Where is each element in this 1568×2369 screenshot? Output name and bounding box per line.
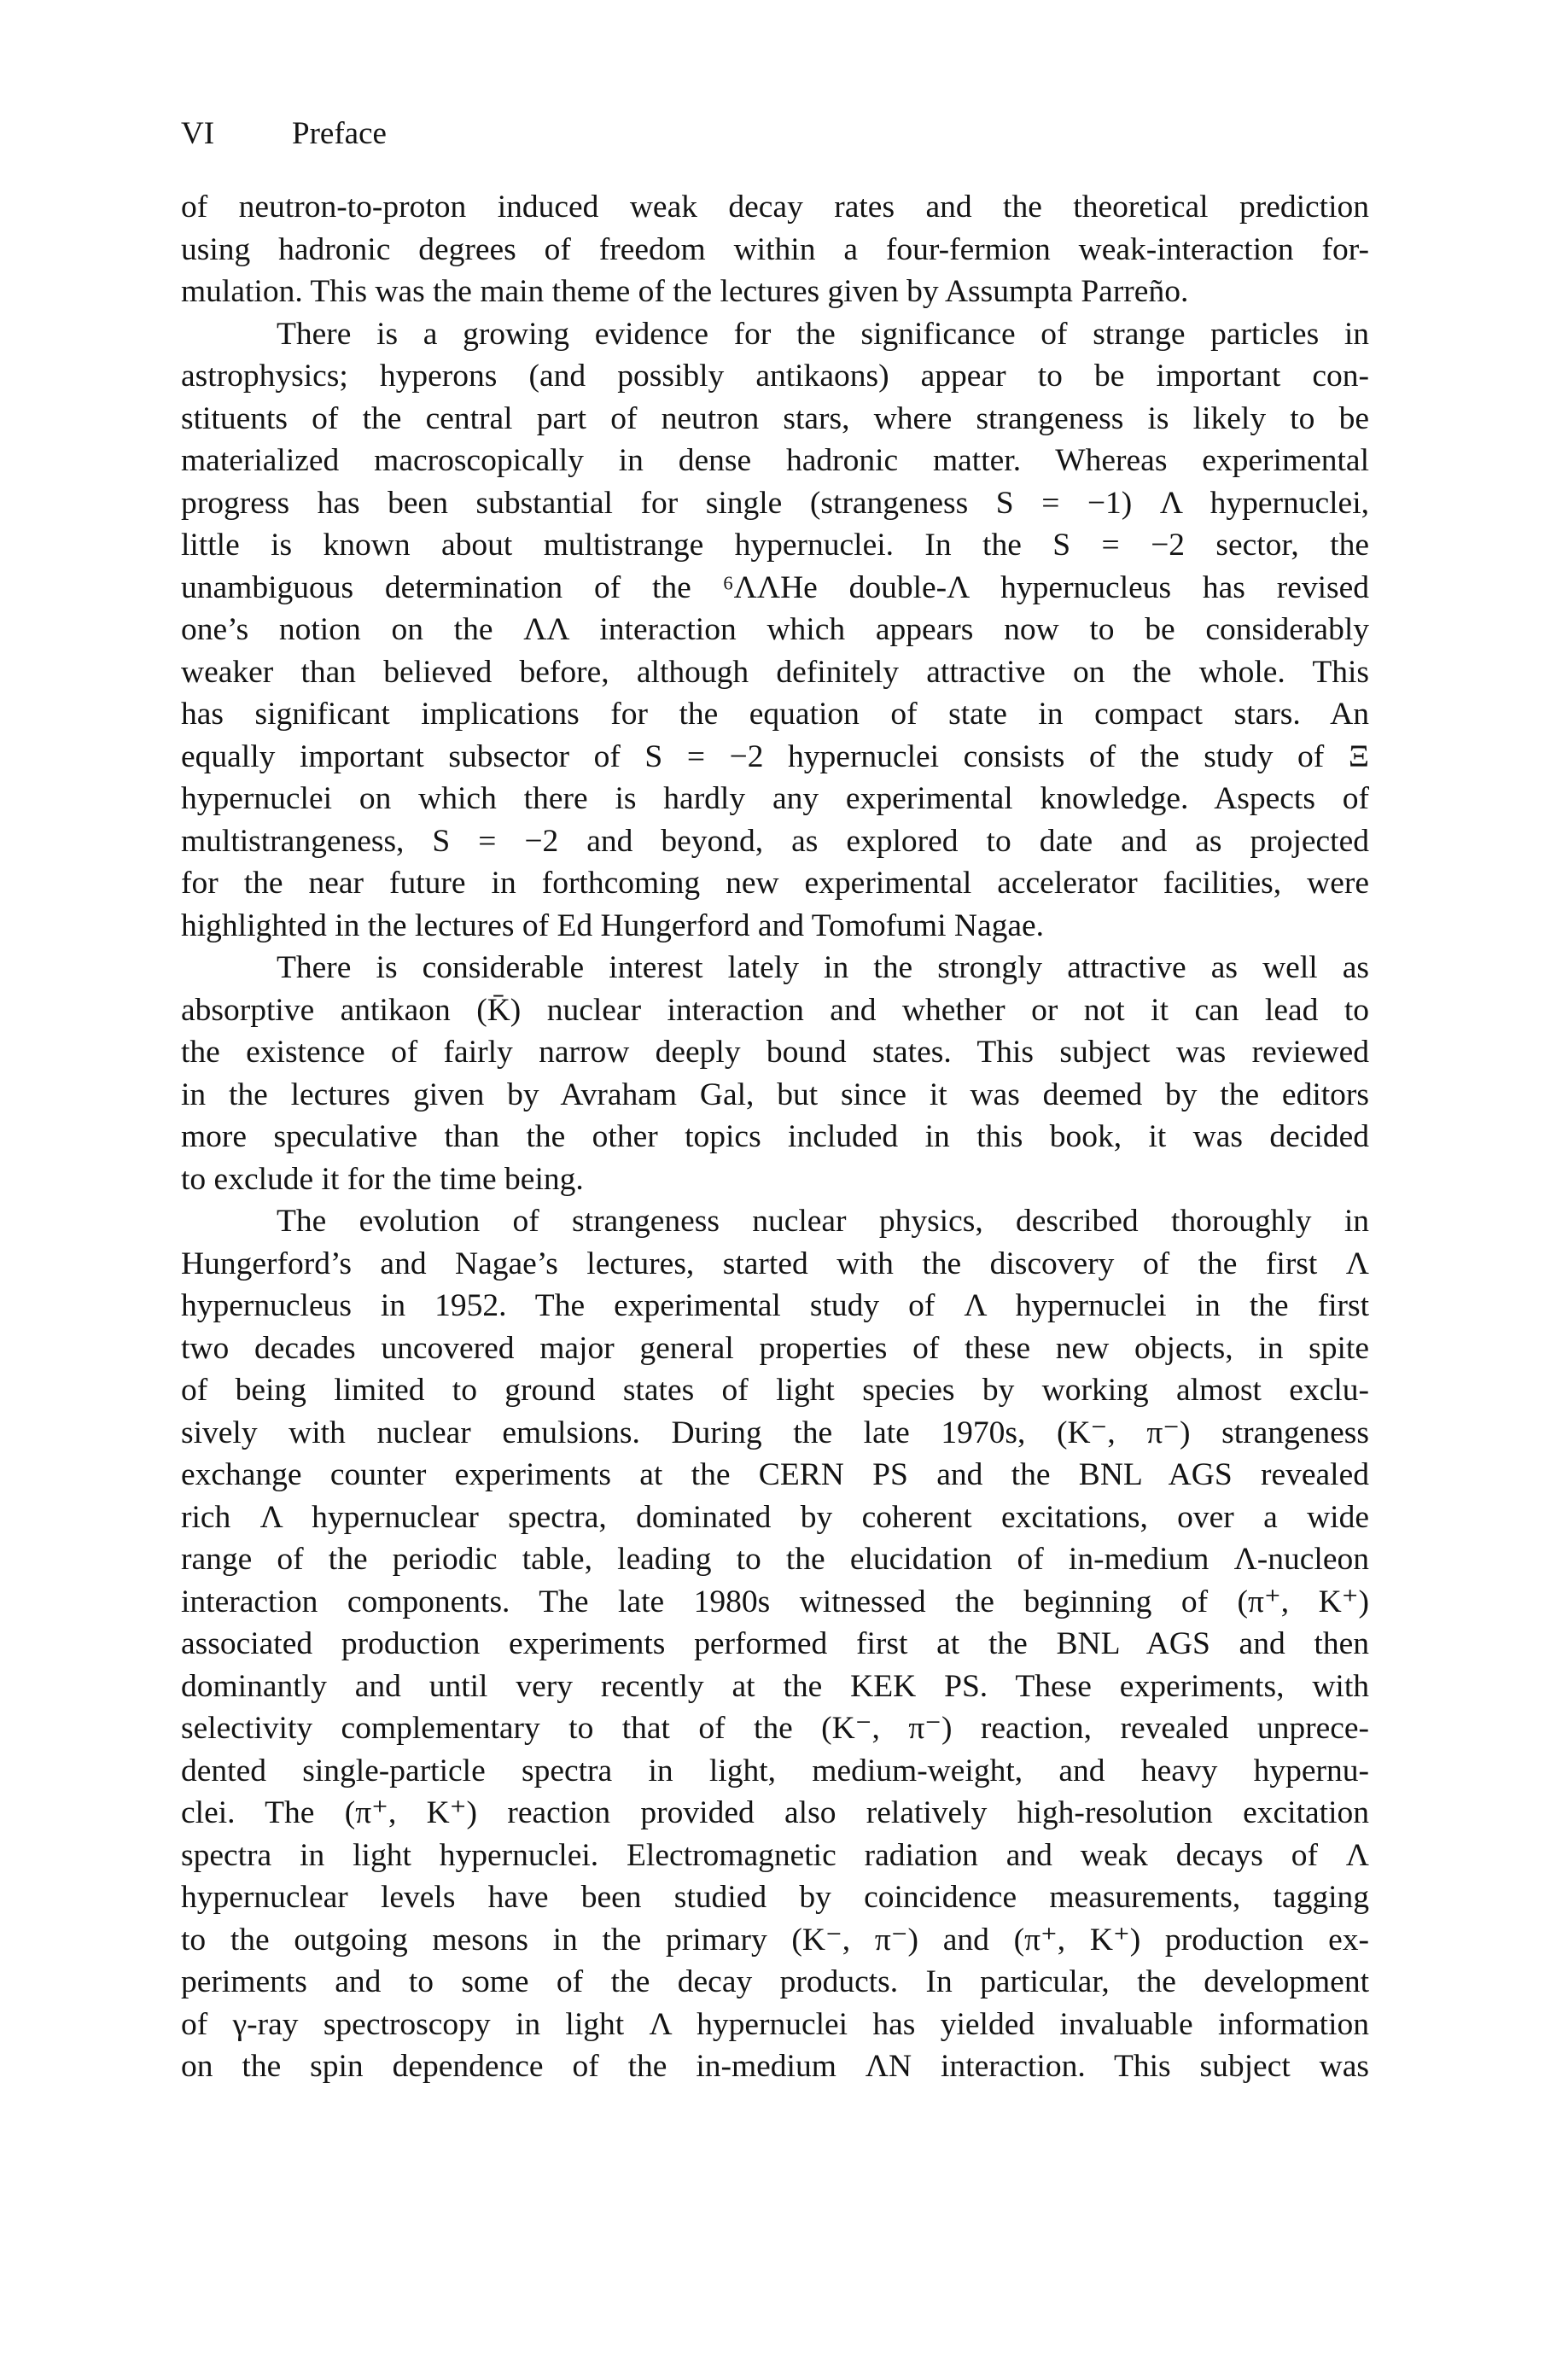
text-line: mulation. This was the main theme of the lectures given by Assumpta Parreño. [181,274,1189,309]
running-title: Preface [292,116,387,151]
text-line: sively with nuclear emulsions. During the late 1970s, (K⁻, π⁻) strangeness [181,1415,1369,1450]
text-line: to exclude it for the time being. [181,1161,584,1197]
text-line: the existence of fairly narrow deeply bound states. This subject was reviewed [181,1035,1369,1070]
text-line: dominantly and until very recently at the KEK PS. These experiments, with [181,1668,1369,1704]
text-line: using hadronic degrees of freedom within a four-fermion weak-interaction for- [181,231,1369,267]
text-line: associated production experiments performed first at the BNL AGS and then [181,1626,1369,1661]
text-line: There is considerable interest lately in the strongly attractive as well as [277,950,1369,985]
text-line: interaction components. The late 1980s witnessed the beginning of (π⁺, K⁺) [181,1584,1369,1619]
text-line: two decades uncovered major general properties of these new objects, in spite [181,1330,1369,1366]
text-line: hypernuclei on which there is hardly any experimental knowledge. Aspects of [181,781,1369,816]
text-line: in the lectures given by Avraham Gal, but since it was deemed by the editors [181,1077,1369,1112]
text-line: more speculative than the other topics included in this book, it was decided [181,1119,1369,1154]
text-line: clei. The (π⁺, K⁺) reaction provided also relatively high-resolution excitation [181,1795,1369,1830]
text-line: has significant implications for the equation of state in compact stars. An [181,697,1369,732]
running-head [181,115,387,153]
text-line: progress has been substantial for single (strangeness S = −1) Λ hypernuclei, [181,485,1369,521]
text-line: hypernuclear levels have been studied by coincidence measurements, tagging [181,1880,1369,1915]
text-line: selectivity complementary to that of the (K⁻, π⁻) reaction, revealed unprece- [181,1711,1369,1746]
text-line: multistrangeness, S = −2 and beyond, as explored to date and as projected [181,823,1369,859]
text-line: little is known about multistrange hypernuclei. In the S = −2 sector, the [181,528,1369,563]
text-line: range of the periodic table, leading to the elucidation of in-medium Λ-nucleon [181,1542,1369,1577]
text-line: one’s notion on the ΛΛ interaction which appears now to be considerably [181,612,1369,647]
text-line: of being limited to ground states of light species by working almost exclu- [181,1373,1369,1408]
paragraph [181,313,1369,948]
text-line: hypernucleus in 1952. The experimental study of Λ hypernuclei in the first [181,1288,1369,1323]
text-line: The evolution of strangeness nuclear physics, described thoroughly in [277,1204,1369,1239]
paragraph [181,186,1369,313]
text-line: for the near future in forthcoming new experimental accelerator facilities, were [181,866,1369,901]
text-line: dented single-particle spectra in light, medium-weight, and heavy hypernu- [181,1753,1369,1788]
text-line: astrophysics; hyperons (and possibly antikaons) appear to be important con- [181,359,1369,394]
text-line: to the outgoing mesons in the primary (K⁻, π⁻) and (π⁺, K⁺) production ex- [181,1922,1369,1958]
text-line: equally important subsector of S = −2 hypernuclei consists of the study of Ξ [181,738,1369,774]
text-line: unambiguous determination of the ⁶ΛΛHe double-Λ hypernucleus has revised [181,569,1369,605]
text-line: highlighted in the lectures of Ed Hungerford and Tomofumi Nagae. [181,907,1044,943]
page-number: VI [181,116,215,151]
text-line: of γ-ray spectroscopy in light Λ hypernuclei has yielded invaluable information [181,2006,1369,2042]
text-line: periments and to some of the decay products. In particular, the development [181,1964,1369,1999]
text-line: There is a growing evidence for the significance of strange particles in [277,316,1369,352]
text-line: absorptive antikaon (K̄) nuclear interaction and whether or not it can lead to [181,992,1369,1028]
body-text [181,186,1369,2088]
text-line: exchange counter experiments at the CERN PS and the BNL AGS revealed [181,1457,1369,1492]
paragraph [181,947,1369,1200]
text-line: of neutron-to-proton induced weak decay rates and the theoretical prediction [181,190,1369,225]
text-line: materialized macroscopically in dense hadronic matter. Whereas experimental [181,443,1369,478]
text-line: on the spin dependence of the in-medium ΛN interaction. This subject was [181,2049,1369,2084]
text-line: Hungerford’s and Nagae’s lectures, started with the discovery of the first Λ [181,1246,1369,1281]
text-line: weaker than believed before, although definitely attractive on the whole. This [181,654,1369,690]
text-line: rich Λ hypernuclear spectra, dominated by coherent excitations, over a wide [181,1499,1369,1535]
text-line: spectra in light hypernuclei. Electromagnetic radiation and weak decays of Λ [181,1837,1369,1873]
text-line: stituents of the central part of neutron stars, where strangeness is likely to be [181,400,1369,436]
paragraph [181,1200,1369,2088]
